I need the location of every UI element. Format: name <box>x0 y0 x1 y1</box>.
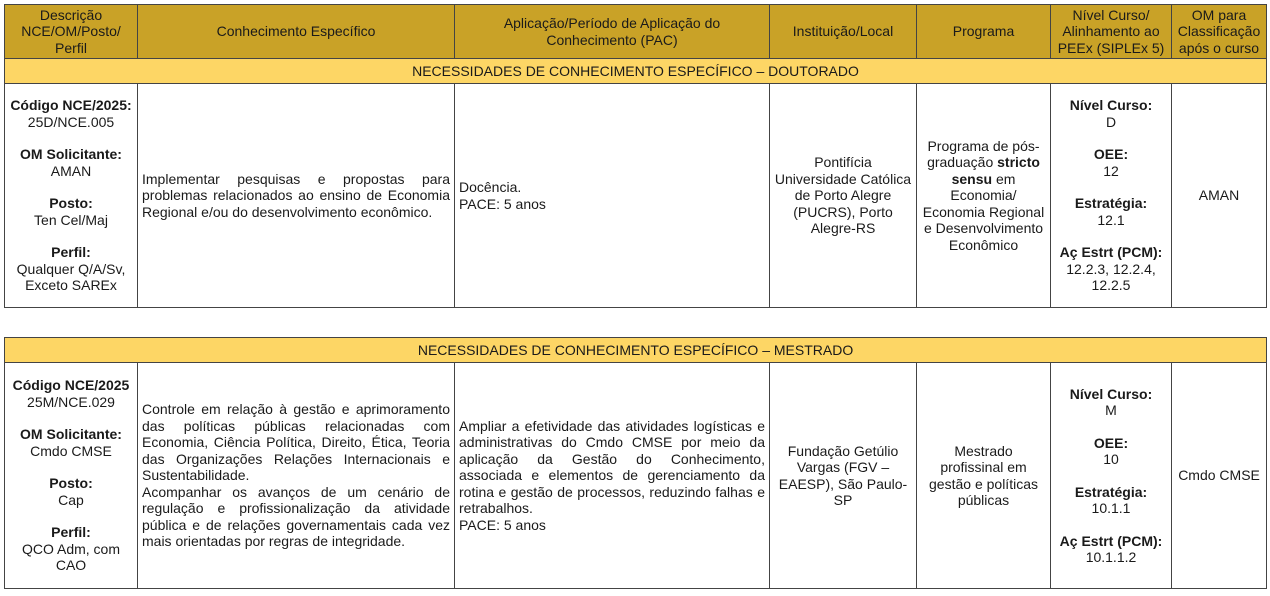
nivel-value: M <box>1105 402 1117 418</box>
pace-text: PACE: 5 anos <box>459 195 546 212</box>
table-row <box>5 363 1267 589</box>
section-row-mestrado <box>5 338 1267 363</box>
posto-value: Cap <box>58 491 84 508</box>
pace-text: PACE: 5 anos <box>459 516 546 533</box>
nivel-label: Nível Curso: <box>1069 385 1153 402</box>
instituicao-cell: Pontifícia Universidade Católica de Porto Alegre (PUCRS), Porto Alegre-RS <box>770 84 917 308</box>
nivel-cell <box>1051 84 1172 308</box>
codigo-label: Código NCE/2025 <box>12 377 130 394</box>
om-solicitante-label: OM Solicitante: <box>20 426 122 443</box>
mestrado-table <box>4 337 1267 589</box>
aplicacao-text: Ampliar a efetividade das atividades logísticas e administrativas do Cmdo CMSE por meio da aplicação da Gestão do Conhecimento, associada e elementos de gerenciamento da rotina e gestão de processos, reduzindo falhas e retrabalhos. <box>459 417 765 517</box>
oee-label: OEE: <box>1093 434 1129 451</box>
instituicao-cell: Fundação Getúlio Vargas (FGV – EAESP), São Paulo-SP <box>770 363 917 589</box>
nivel-label: Nível Curso: <box>1069 97 1153 114</box>
om-solicitante-label: OM Solicitante: <box>20 146 122 163</box>
om-classificacao-cell: AMAN <box>1172 84 1267 308</box>
perfil-label: Perfil: <box>51 524 91 541</box>
acao-label: Aç Estrt (PCM): <box>1059 532 1163 549</box>
conhecimento-cell <box>138 363 455 589</box>
header-instituicao: Instituição/Local <box>770 5 917 59</box>
header-descricao: Descrição NCE/OM/Posto/ Perfil <box>5 5 138 59</box>
perfil-value: Qualquer Q/A/Sv, Exceto SAREx <box>16 260 126 294</box>
estrategia-label: Estratégia: <box>1074 195 1148 212</box>
perfil-label: Perfil: <box>51 244 91 261</box>
aplicacao-cell <box>455 84 770 308</box>
aplicacao-cell <box>455 363 770 589</box>
header-aplicacao: Aplicação/Período de Aplicação do Conhecimento (PAC) <box>455 5 770 59</box>
section-row-doutorado <box>5 59 1267 84</box>
posto-value: Ten Cel/Maj <box>34 211 108 228</box>
codigo-value: 25D/NCE.005 <box>27 113 115 130</box>
acao-value: 10.1.1.2 <box>1085 549 1137 565</box>
header-om-classificacao: OM para Classificação após o curso <box>1172 5 1267 59</box>
programa-cell: Mestrado profissinal em gestão e políticas públicas <box>917 363 1051 589</box>
estrategia-label: Estratégia: <box>1074 483 1148 500</box>
oee-value: 12 <box>1103 162 1119 179</box>
section-title-doutorado: NECESSIDADES DE CONHECIMENTO ESPECÍFICO – DOUTORADO <box>5 59 1267 84</box>
programa-post: em Economia/ Economia Regional e Desenvolvimento Econômico <box>922 170 1045 253</box>
acao-label: Aç Estrt (PCM): <box>1059 244 1163 261</box>
header-programa: Programa <box>917 5 1051 59</box>
acao-value: 12.2.3, 12.2.4, 12.2.5 <box>1066 260 1156 294</box>
descricao-cell <box>5 363 138 589</box>
nivel-value: D <box>1105 113 1117 130</box>
descricao-cell <box>5 84 138 308</box>
doutorado-table <box>4 4 1267 308</box>
codigo-label: Código NCE/2025: <box>10 97 132 114</box>
programa-bold: stricto sensu <box>951 154 1040 187</box>
conhecimento-text-2: Acompanhar os avanços de um cenário de regulação e profissionalização da atividade pública e de relações governamentais cada vez mais orientadas por regras de integridade. <box>142 483 450 550</box>
oee-label: OEE: <box>1093 146 1129 163</box>
section-title-mestrado: NECESSIDADES DE CONHECIMENTO ESPECÍFICO – MESTRADO <box>5 338 1267 363</box>
codigo-value: 25M/NCE.029 <box>27 393 115 410</box>
om-solicitante-value: AMAN <box>50 162 92 179</box>
om-solicitante-value: Cmdo CMSE <box>30 442 112 459</box>
nivel-cell <box>1051 363 1172 589</box>
posto-label: Posto: <box>49 475 93 492</box>
estrategia-value: 12.1 <box>1097 211 1125 228</box>
header-nivel-curso: Nível Curso/ Alinhamento ao PEEx (SIPLEx 5) <box>1051 5 1172 59</box>
programa-cell <box>917 84 1051 308</box>
posto-label: Posto: <box>49 195 93 212</box>
aplicacao-text: Docência. <box>459 179 522 195</box>
header-conhecimento: Conhecimento Específico <box>138 5 455 59</box>
conhecimento-cell: Implementar pesquisas e propostas para problemas relacionados ao ensino de Economia Regional e/ou do desenvolvimento econômico. <box>138 84 455 308</box>
conhecimento-text-1: Controle em relação à gestão e aprimoramento das políticas públicas relacionadas com Economia, Ciência Política, Direito, Ética, Teoria das Organizações Relações Internacionais e Sustentabilidade. <box>142 401 450 484</box>
perfil-value: QCO Adm, com CAO <box>21 540 121 574</box>
oee-value: 10 <box>1103 451 1119 467</box>
programa-pre: Programa de pós-graduação <box>927 137 1040 171</box>
estrategia-value: 10.1.1 <box>1091 500 1131 516</box>
table-row <box>5 84 1267 308</box>
om-classificacao-cell: Cmdo CMSE <box>1172 363 1267 589</box>
header-row <box>5 5 1267 59</box>
